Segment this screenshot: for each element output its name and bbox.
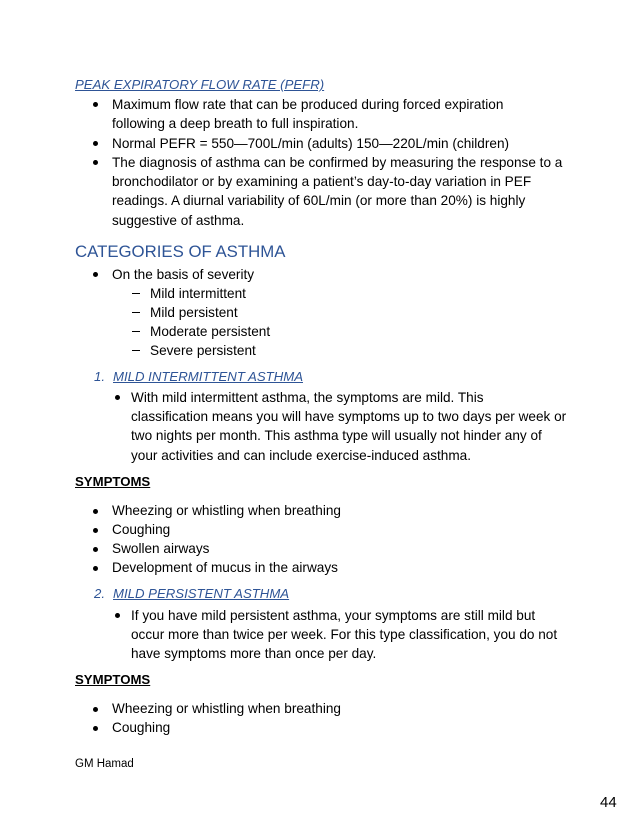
symptom-item: Wheezing or whistling when breathing [112, 503, 341, 518]
mild-intermittent-text [131, 388, 566, 465]
bullet-dot [115, 613, 120, 618]
symptom-item: Coughing [112, 720, 171, 735]
page-number: 44 [600, 794, 617, 811]
text-line: The diagnosis of asthma can be confirmed by measuring the response to a [112, 155, 563, 170]
footer-author: GM Hamad [75, 758, 134, 770]
bullet-dot [93, 272, 98, 277]
severity-item: Mild intermittent [150, 286, 246, 301]
text-line: If you have mild persistent asthma, your symptoms are still mild but [131, 608, 536, 623]
pefr-heading: PEAK EXPIRATORY FLOW RATE (PEFR) [75, 77, 325, 92]
categories-heading: CATEGORIES OF ASTHMA [75, 242, 286, 261]
symptom-item: Development of mucus in the airways [112, 560, 338, 575]
text-line: Maximum flow rate that can be produced during forced expiration [112, 97, 504, 112]
pefr-bullet-3 [112, 153, 562, 230]
symptoms-heading: SYMPTOMS [75, 672, 151, 687]
pefr-bullet-1 [112, 95, 503, 133]
text-line: suggestive of asthma. [112, 212, 245, 228]
text-line: have symptoms more than once per day. [131, 646, 377, 662]
dash-marker [132, 350, 140, 351]
bullet-dot [93, 726, 98, 731]
text-line: With mild intermittent asthma, the symptoms are mild. This [131, 390, 484, 405]
section-number: 1. [94, 369, 105, 384]
pefr-bullet-2 [112, 134, 509, 153]
section-number: 2. [94, 586, 105, 601]
text-line: classification means you will have symptoms up to two days per week or [131, 409, 567, 425]
text-line: two nights per month. This asthma type will usually not hinder any of [131, 428, 542, 444]
severity-item: Moderate persistent [150, 324, 271, 339]
bullet-dot [93, 528, 98, 533]
bullet-dot [93, 160, 98, 165]
bullet-dot [93, 547, 98, 552]
dash-marker [132, 293, 140, 294]
text-line: following a deep breath to full inspiration. [112, 116, 359, 132]
symptom-item: Swollen airways [112, 541, 210, 556]
dash-marker [132, 312, 140, 313]
bullet-dot [115, 395, 120, 400]
dash-marker [132, 331, 140, 332]
bullet-dot [93, 566, 98, 571]
text-line: occur more than twice per week. For this type classification, you do not [131, 627, 558, 643]
bullet-dot [93, 509, 98, 514]
text-line: readings. A diurnal variability of 60L/min (or more than 20%) is highly [112, 193, 526, 209]
categories-bullet: On the basis of severity [112, 267, 255, 282]
symptom-item: Coughing [112, 522, 171, 537]
text-line: Normal PEFR = 550—700L/min (adults) 150—220L/min (children) [112, 136, 510, 151]
symptoms-heading: SYMPTOMS [75, 474, 151, 489]
mild-intermittent-heading: MILD INTERMITTENT ASTHMA [113, 369, 303, 384]
bullet-dot [93, 707, 98, 712]
bullet-dot [93, 141, 98, 146]
text-line: your activities and can include exercise-induced asthma. [131, 447, 472, 463]
severity-item: Severe persistent [150, 343, 256, 358]
bullet-dot [93, 102, 98, 107]
mild-persistent-text [131, 606, 557, 664]
severity-item: Mild persistent [150, 305, 238, 320]
symptom-item: Wheezing or whistling when breathing [112, 701, 341, 716]
text-line: bronchodilator or by examining a patient’s day-to-day variation in PEF [112, 174, 532, 190]
mild-persistent-heading: MILD PERSISTENT ASTHMA [113, 586, 290, 601]
